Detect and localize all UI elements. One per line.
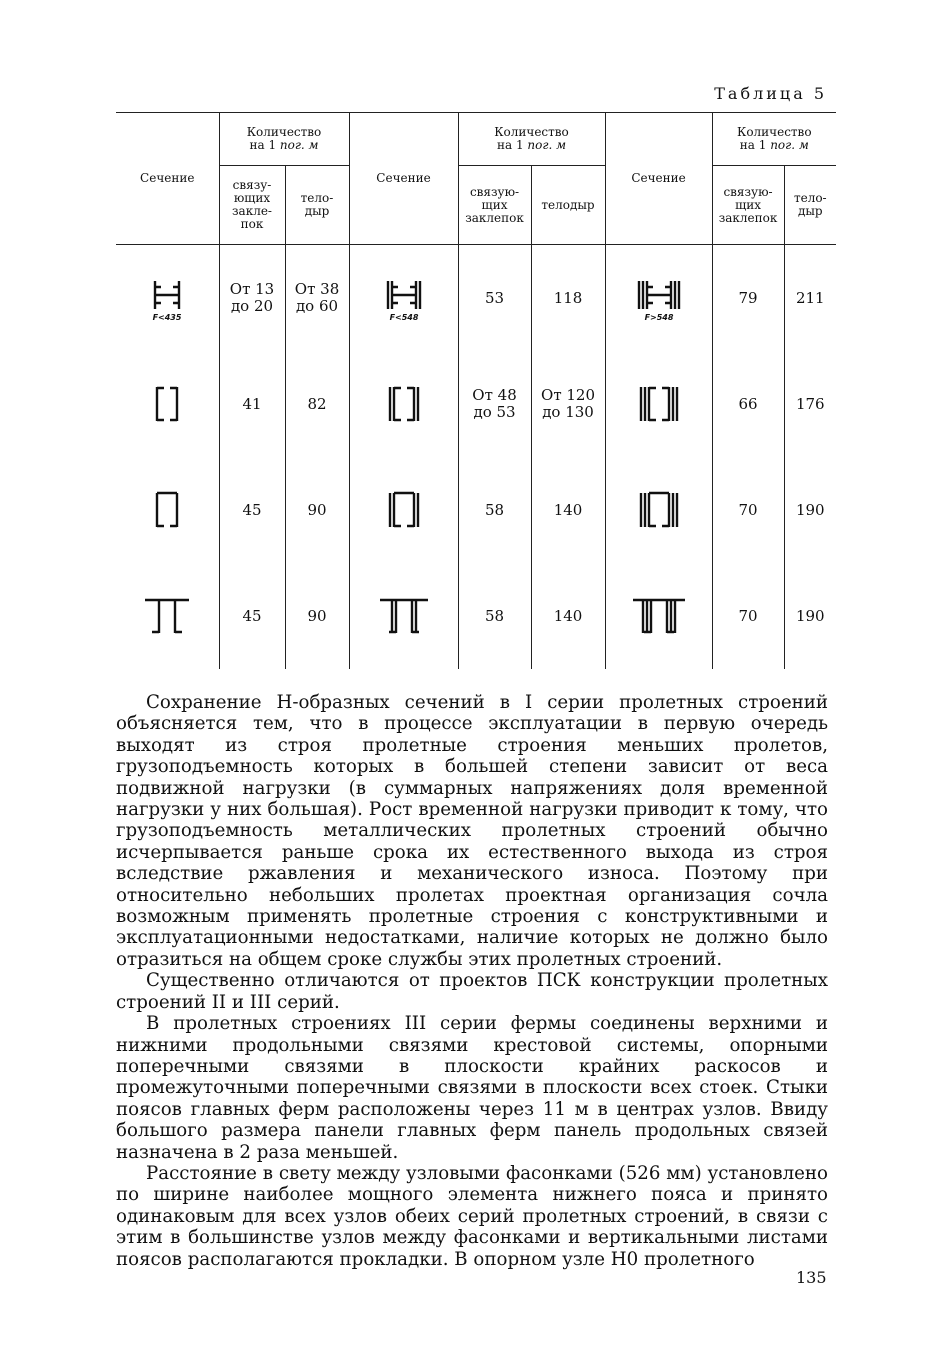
bolts-count-cell: 140 [531,457,605,563]
box-plate-section-icon [374,485,434,535]
rivets-count-cell: От 13 до 20 [219,245,285,352]
box-section-icon [629,379,689,429]
paragraph: Сохранение Н-образных сечений в I серии пролетных строений объясняется тем, что в процессе эксплуатации в первую очередь выходят из строя пролетные строения меньших пролетов, грузоподъемность которых в большей степени зависит от веса подвижной нагрузки (в суммарных напряжениях доля временной нагрузки у них большая). Рост временной нагрузки приводит к тому, что грузоподъемность металлических пролетных строений обычно исчерпывается раньше срока их естественного выхода из строя вследствие ржавления и механического износа. Поэтому при относительно небольших пролетах проектная организация сочла возможным применять пролетные строения с конструктивными и эксплуатационными недостатками, наличие которых не должно было отразиться на общем сроке службы этих пролетных строений. [116,692,828,970]
bolts-count-cell: 82 [285,351,349,457]
page-number: 135 [796,1268,827,1287]
section-cell [116,351,219,457]
quantity-header: Количество на 1 пог. м [458,113,605,166]
paragraph: Существенно отличаются от проектов ПСК конструкции пролетных строений II и III серий. [116,970,828,1013]
quantity-header: Количество на 1 пог. м [712,113,836,166]
bolts-count-cell: 176 [784,351,836,457]
rivets-count-cell: 45 [219,563,285,669]
rivets-count-cell: 66 [712,351,784,457]
section-cell [605,457,712,563]
rivets-count-cell: 45 [219,457,285,563]
section-cell [605,351,712,457]
section-header: Сечение [605,113,712,245]
rivets-count-cell: 79 [712,245,784,352]
bolts-count-cell: 118 [531,245,605,352]
pi-section-icon [374,591,434,641]
table-caption: Таблица 5 [714,84,827,103]
bolts-count-cell: 211 [784,245,836,352]
section-cell [605,563,712,669]
section-cell [349,351,458,457]
rivets-count-cell: 70 [712,563,784,669]
bolts-count-cell: 90 [285,563,349,669]
section-cell [349,563,458,669]
h-section-icon [374,273,434,323]
bolts-count-cell: 140 [531,563,605,669]
quantity-header: Количество на 1 пог. м [219,113,349,166]
rivets-column-header: связую- щих заклепок [458,166,531,245]
section-cell [349,457,458,563]
section-cell [116,245,219,352]
bolts-count-cell: 190 [784,457,836,563]
svg-text:F<435: F<435 [152,313,182,322]
section-cell [605,245,712,352]
bolts-count-cell: От 120 до 130 [531,351,605,457]
box-section-icon [137,379,197,429]
pi-section-icon [137,591,197,641]
paragraph: Расстояние в свету между узловыми фасонками (526 мм) установлено по ширине наиболее мощного элемента нижнего пояса и принято одинаковым для всех узлов обеих серий пролетных строений, в связи с этим в большинстве узлов между фасонками и вертикальными листами поясов располагаются прокладки. В опорном узле Н0 пролетного [116,1162,828,1270]
h-section-icon [137,273,197,323]
rivets-count-cell: 70 [712,457,784,563]
table-row [116,245,836,352]
rivets-count-cell: 41 [219,351,285,457]
section-header: Сечение [349,113,458,245]
section-header: Сечение [116,113,219,245]
bolts-column-header: телодыр [531,166,605,245]
rivets-column-header: связую- щих заклепок [712,166,784,245]
svg-text:F<548: F<548 [389,313,418,322]
section-cell [116,457,219,563]
rivets-count-cell: 58 [458,457,531,563]
box-plate-section-icon [629,485,689,535]
rivets-count-cell: 53 [458,245,531,352]
bolts-column-header: тело- дыр [784,166,836,245]
paragraph: В пролетных строениях III серии фермы соединены верхними и нижними продольными связями крестовой системы, опорными поперечными связями в плоскости крайних раскосов и промежуточными поперечными связями в плоскости всех стоек. Стыки поясов главных ферм расположены через 11 м в центрах узлов. Ввиду большого размера панели главных ферм панель продольных связей назначена в 2 раза меньшей. [116,1013,828,1163]
box-section-icon [374,379,434,429]
table-row [116,351,836,457]
table-row [116,563,836,669]
section-cell [349,245,458,352]
svg-text:F>548: F>548 [644,313,673,322]
rivets-count-cell: 58 [458,563,531,669]
pi-section-icon [629,591,689,641]
rivets-column-header: связу- ющих закле- пок [219,166,285,245]
box-plate-section-icon [137,485,197,535]
bolts-count-cell: От 38 до 60 [285,245,349,352]
h-section-icon [629,273,689,323]
bolts-column-header: тело- дыр [285,166,349,245]
rivets-table [116,112,836,669]
table-row [116,457,836,563]
body-text [116,692,828,1270]
rivets-count-cell: От 48 до 53 [458,351,531,457]
bolts-count-cell: 190 [784,563,836,669]
section-cell [116,563,219,669]
bolts-count-cell: 90 [285,457,349,563]
